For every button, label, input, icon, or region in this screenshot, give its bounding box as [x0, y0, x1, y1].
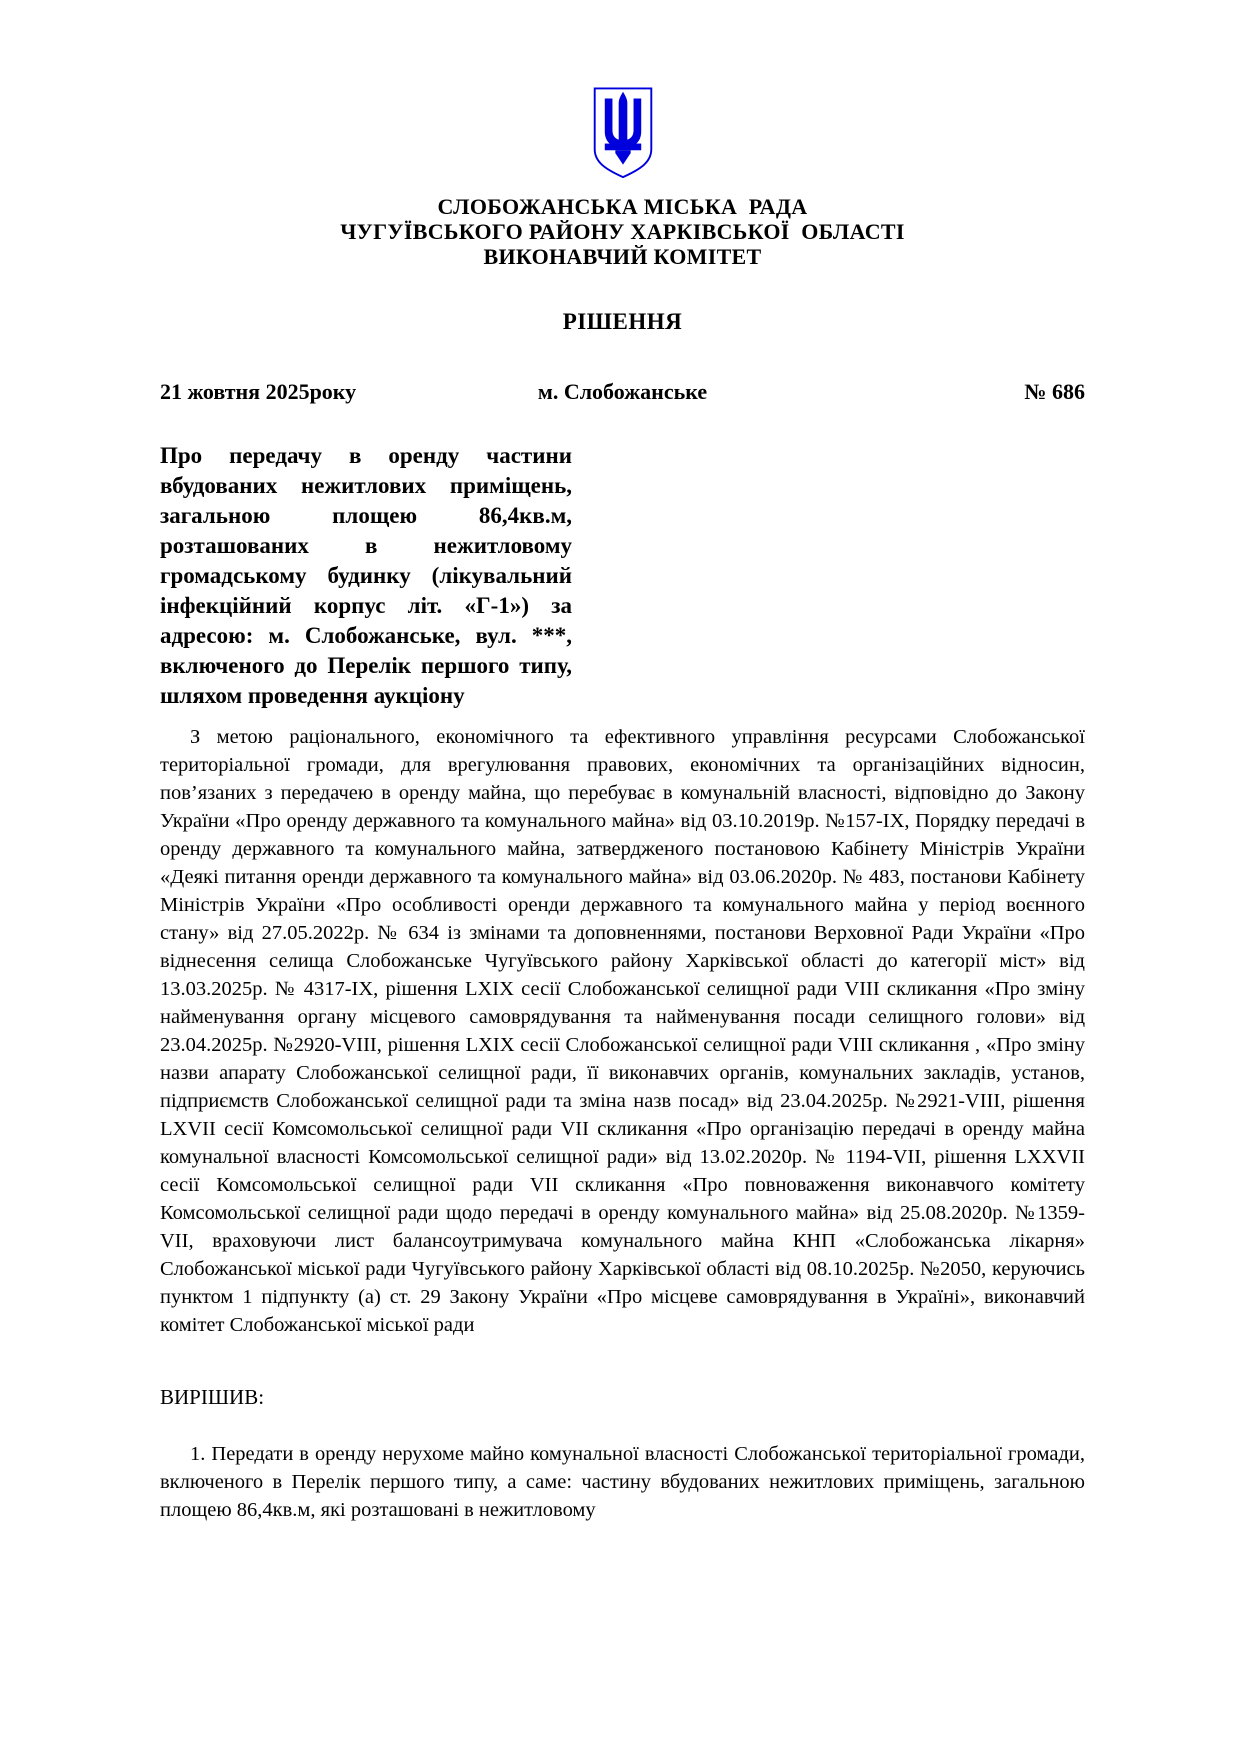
- resolution-item-1: 1. Передати в оренду нерухоме майно комунальної власності Слобожанської територіальної громади, включеного в Перелік першого типу, а саме: частину вбудованих нежитлових приміщень, загальною площею 86,4кв.м, які розташовані в нежитловому: [160, 1443, 1085, 1521]
- document-meta-row: [160, 379, 1085, 405]
- subject-paragraph: Про передачу в оренду частини вбудованих нежитлових приміщень, загальною площею 86,4кв.м, розташованих в нежитловому громадському будинку (лікувальний інфекційний корпус літ. «Г-1») за адресою: м. Слобожанське, вул. ***, включеного до Перелік першого типу, шляхом проведення аукціону: [160, 443, 572, 708]
- document-place: м. Слобожанське: [537, 379, 708, 404]
- preamble-paragraph: З метою раціонального, економічного та ефективного управління ресурсами Слобожанської територіальної громади, для врегулювання правових, економічних та організаційних відносин, пов’язаних з передачею в оренду майна, що перебуває в комунальній власності, відповідно до Закону України «Про оренду державного та комунального майна» від 03.10.2019р. №157-IX, Порядку передачі в оренду державного та комунального майна, затвердженого постановою Кабінету Міністрів України «Деякі питання оренди державного та комунального майна» від 03.06.2020р. № 483, постанови Кабінету Міністрів України «Про особливості оренди державного та комунального майна у період воєнного стану» від 27.05.2022р. № 634 із змінами та доповненнями, постанови Верховної Ради України «Про віднесення селища Слобожанське Чугуївського району Харківської області до категорії міст» від 13.03.2025р. № 4317-IX, рішення LXIX сесії Слобожанської селищної ради VIII скликання «Про зміну найменування органу місцевого самоврядування та найменування посади селищного голови» від 23.04.2025р. №2920-VIII, рішення LXIX сесії Слобожанської селищної ради VIII скликання , «Про зміну назви апарату Слобожанської селищної ради, її виконавчих органів, комунальних закладів, установ, підприємств Слобожанської селищної ради та зміна назв посад» від 23.04.2025р. №2921-VIII, рішення LXVII сесії Комсомольської селищної ради VII скликання «Про організацію передачі в оренду майна комунальної власності Комсомольської селищної ради» від 13.02.2020р. № 1194-VII, рішення LXXVII сесії Комсомольської селищної ради VII скликання «Про повноваження виконавчого комітету Комсомольської селищної ради щодо передачі в оренду комунального майна» від 25.08.2020р. №1359-VII, враховуючи лист балансоутримувача комунального майна КНП «Слобожанська лікарня» Слобожанської міської ради Чугуївського району Харківської області від 08.10.2025р. №2050, керуючись пунктом 1 підпункту (а) ст. 29 Закону України «Про місцеве самоврядування в Україні», виконавчий комітет Слобожанської міської ради: [160, 726, 1085, 1336]
- document-date: 21 жовтня 2025року: [160, 379, 357, 404]
- org-name-line-1: СЛОБОЖАНСЬКА МІСЬКА РАДА: [437, 194, 808, 219]
- emblem-container: [160, 86, 1085, 182]
- document-type-title: РІШЕННЯ: [562, 309, 683, 334]
- org-header: [160, 194, 1085, 269]
- document-number: № 686: [1024, 379, 1085, 404]
- resolved-label: ВИРІШИВ:: [160, 1385, 265, 1409]
- org-name-line-3: ВИКОНАВЧИЙ КОМІТЕТ: [483, 244, 762, 269]
- tryzub-coat-of-arms-icon: [592, 86, 654, 180]
- org-name-line-2: ЧУГУЇВСЬКОГО РАЙОНУ ХАРКІВСЬКОЇ ОБЛАСТІ: [340, 219, 905, 244]
